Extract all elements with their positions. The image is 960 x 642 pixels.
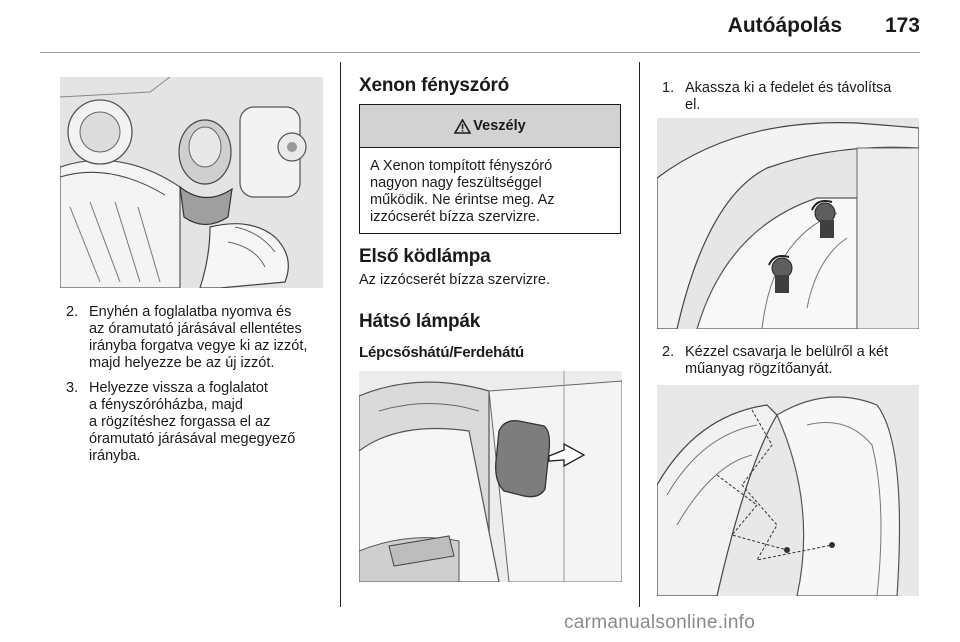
fog-lamp-heading: Első ködlámpa [359,246,491,267]
rear-steps-list-1 [658,80,928,122]
step-line: a fényszóróházba, majd [89,397,243,413]
chapter-title: Autóápolás [727,14,842,37]
step-line: Enyhén a foglalatba nyomva és [89,304,292,320]
step-line: Kézzel csavarja le belülről a két [685,344,889,360]
warning-line: A Xenon tompított fényszóró [370,158,553,174]
bulb-removal-figure [60,77,323,288]
fog-lamp-text: Az izzócserét bízza szervizre. [359,272,550,288]
rear-lamps-heading: Hátsó lámpák [359,311,481,332]
step-line: óramutató járásával megegyező [89,431,296,447]
step-number: 1. [662,80,675,96]
warning-label: Veszély [473,118,526,134]
list-item [62,380,332,465]
bulb-steps-list [62,304,332,473]
rear-steps-list-2 [658,344,928,386]
retaining-clips-figure [657,118,919,329]
step-number: 2. [66,304,79,320]
step-line: Akassza ki a fedelet és távolítsa [685,80,892,96]
watermark: carmanualsonline.info [564,612,756,633]
column-divider-left [340,62,341,607]
column-divider-right [639,62,640,607]
bulb-holder-illustration [60,77,323,288]
warning-triangle-icon [454,119,471,134]
step-line: irányba. [89,448,141,464]
xenon-heading: Xenon fényszóró [359,75,510,96]
danger-warning-box [359,104,621,234]
list-item [658,80,928,114]
warning-line: működik. Ne érintse meg. Az [370,192,555,208]
header-divider [40,52,920,53]
step-line: irányba forgatva vegye ki az izzót, [89,338,308,354]
step-number: 2. [662,344,675,360]
page-header [0,0,960,62]
list-item [658,344,928,378]
trunk-cover-illustration [359,371,622,582]
retaining-clips-illustration [657,118,919,329]
warning-text [360,148,620,226]
tail-lamp-illustration [657,385,919,596]
step-line: műanyag rögzítőanyát. [685,361,833,377]
warning-line: izzócserét bízza szervizre. [370,209,541,225]
rear-cover-figure [359,371,622,582]
warning-header [360,105,620,148]
warning-line: nagyon nagy feszültséggel [370,175,542,191]
rear-lamps-subheading: Lépcsőshátú/Ferdehátú [359,344,524,361]
page-number: 173 [884,14,920,37]
tail-lamp-figure [657,385,919,596]
list-item [62,304,332,372]
step-number: 3. [66,380,79,396]
step-line: az óramutató járásával ellentétes [89,321,302,337]
step-line: a rögzítéshez forgassa el az [89,414,271,430]
step-line: el. [685,97,701,113]
step-line: majd helyezze be az új izzót. [89,355,275,371]
step-line: Helyezze vissza a foglalatot [89,380,268,396]
